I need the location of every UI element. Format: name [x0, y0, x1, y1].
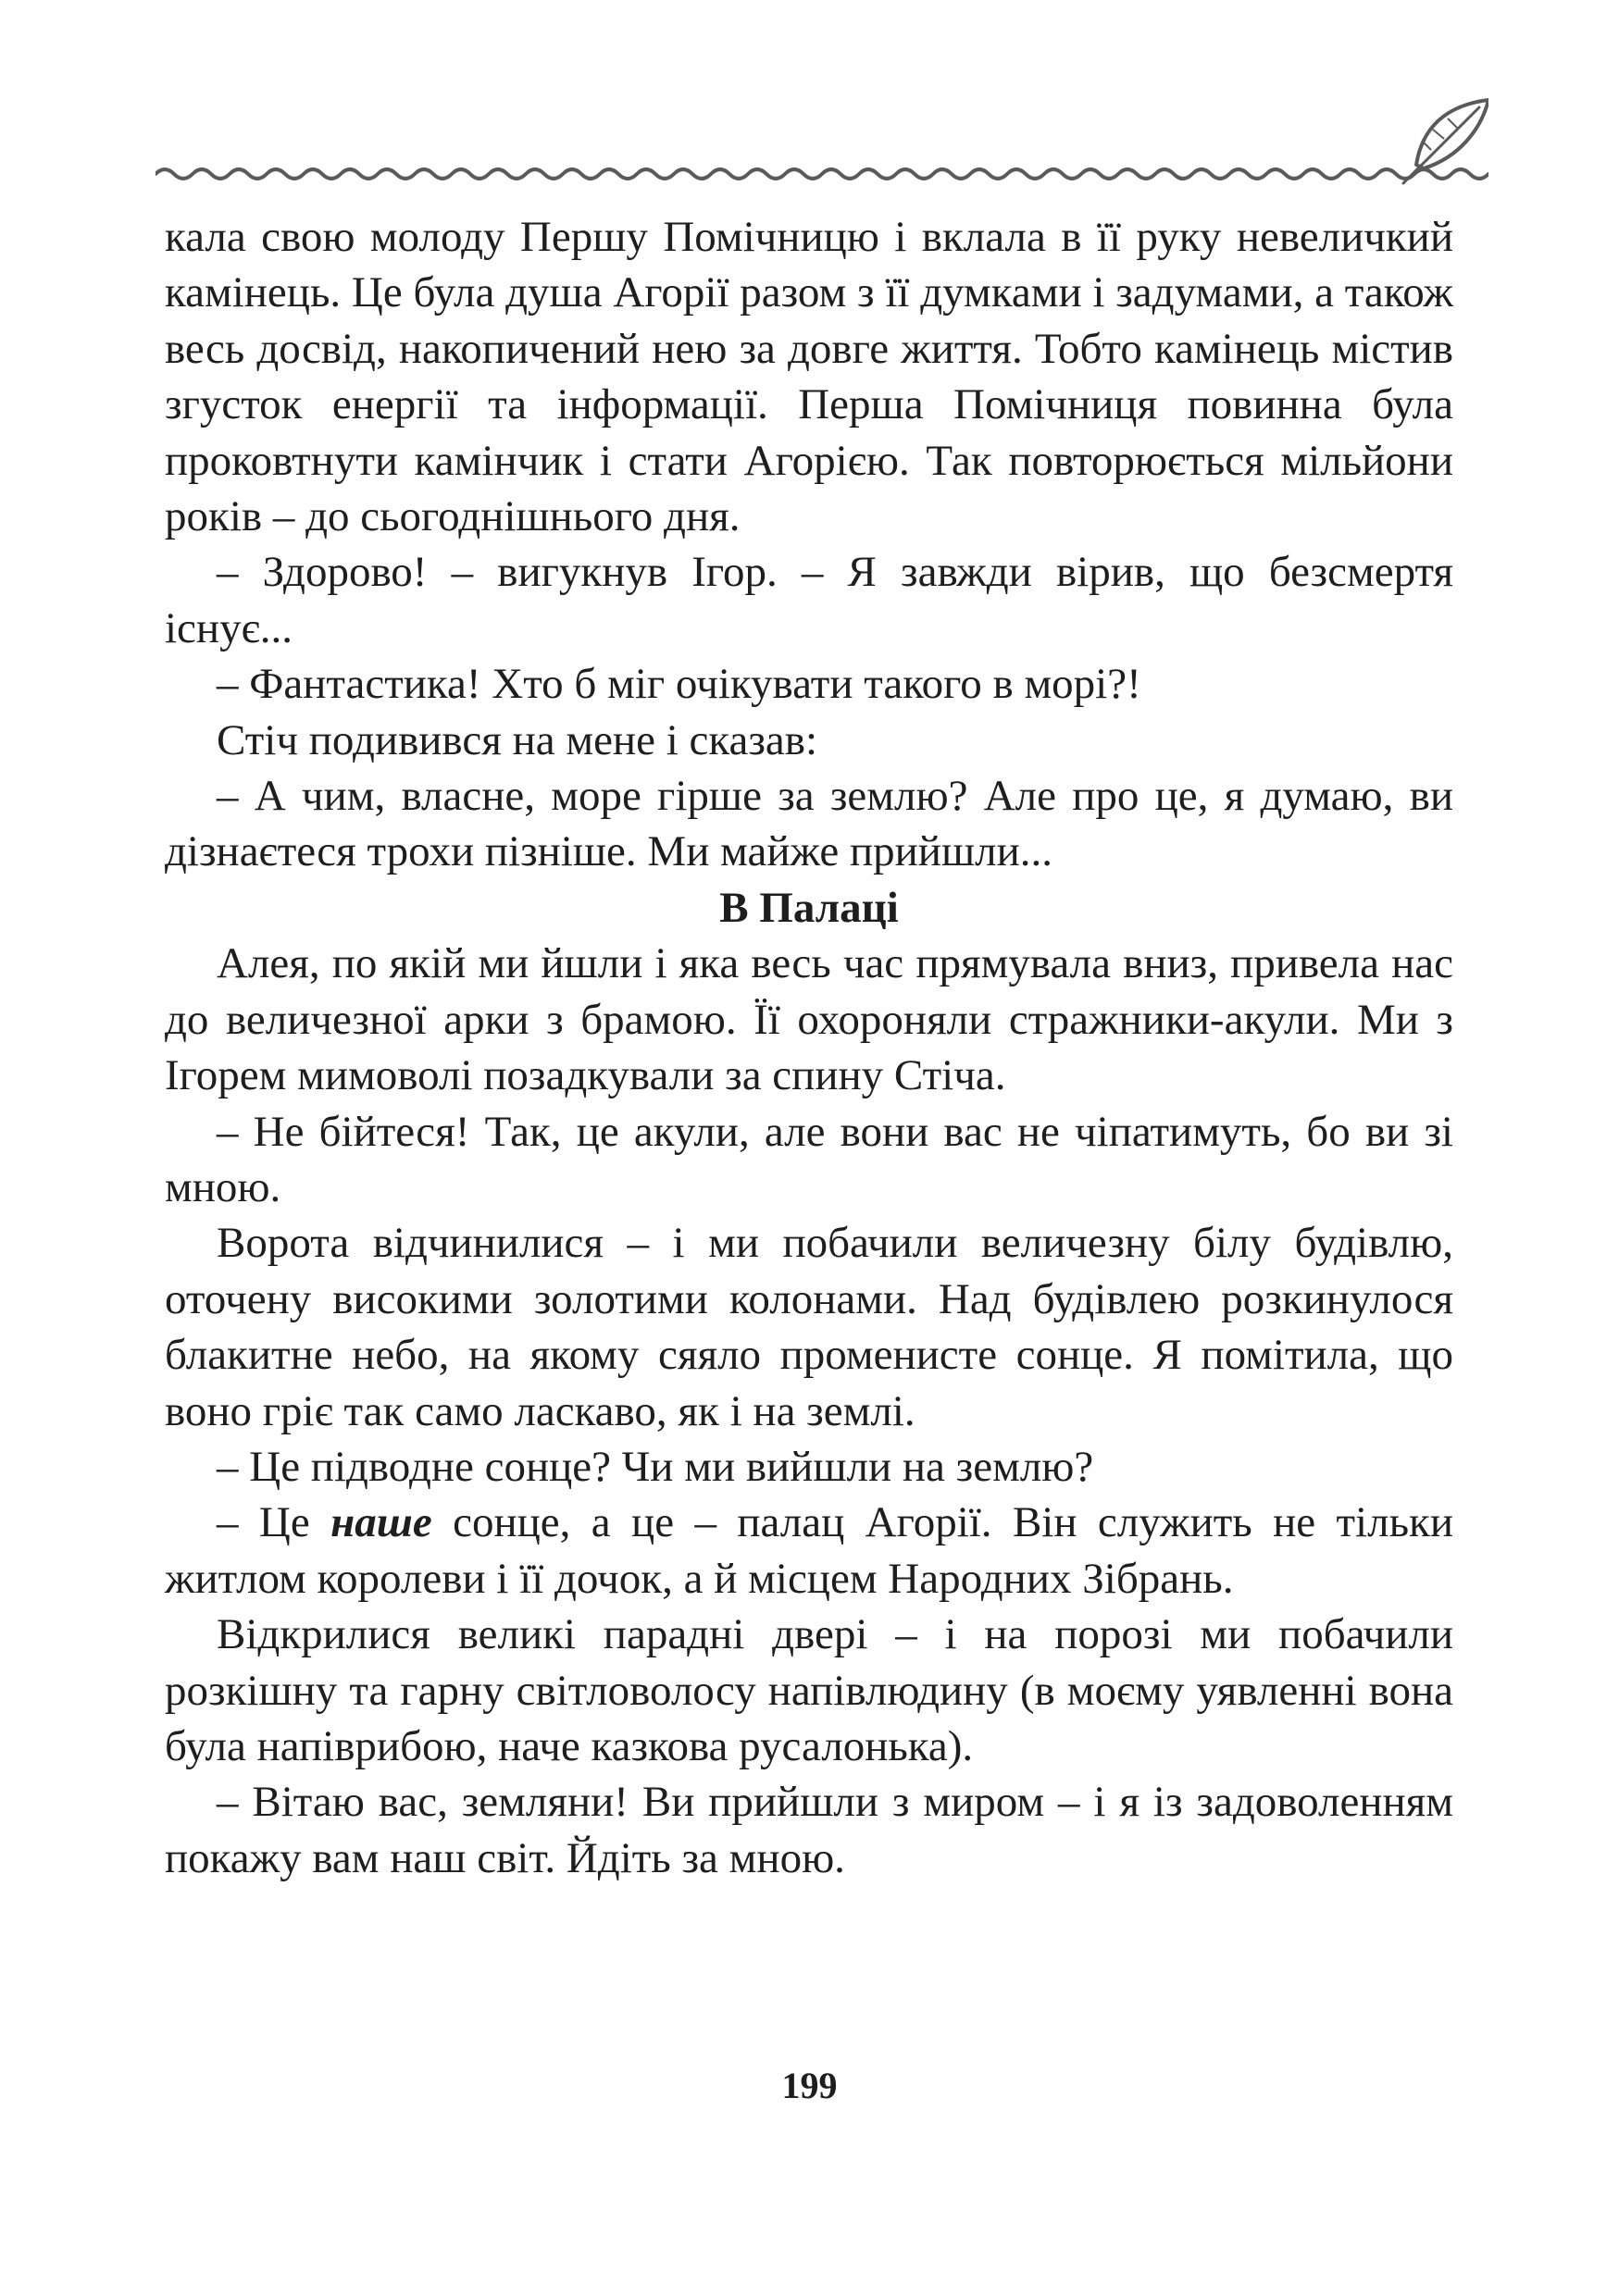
page-number: 199: [781, 2065, 838, 2106]
paragraph-with-emphasis: [165, 1495, 1453, 1607]
wavy-line-quill-icon: [156, 93, 1488, 194]
paragraph: кала свою молоду Першу Помічницю і вклала в її руку невеличкий камінець. Це була душа Агорії разом з її думками і задумами, а також весь досвід, накопичений нею за довге життя. Тобто камінець містив згусток енергії та інформації. Перша Помічниця повинна була проковтнути камінчик і стати Агорією. Так повторюється мільйони років – до сьогоднішнього дня.: [165, 213, 1453, 541]
paragraph: Стіч подивився на мене і сказав:: [217, 715, 818, 764]
wavy-line: [156, 169, 1488, 179]
paragraph-text-after: сонце, а це – палац Агорії. Він служить не тільки житлом королеви і її дочок, а й місцем Народних Зібрань.: [165, 1498, 1453, 1603]
quill-icon: [1403, 100, 1488, 183]
paragraph: – Вітаю вас, земляни! Ви прийшли з миром – і я із задоволенням покажу вам наш світ. Йдіть за мною.: [165, 1778, 1453, 1882]
paragraph: – Фантастика! Хто б міг очікувати такого в морі?!: [217, 660, 1141, 709]
paragraph: Алея, по якій ми йшли і яка весь час прямувала вниз, привела нас до величезної арки з брамою. Її охороняли стражники-акули. Ми з Ігорем мимоволі позадкували за спину Стіча.: [165, 939, 1453, 1100]
body-text: [165, 209, 1453, 1886]
paragraph: – Це підводне сонце? Чи ми вийшли на землю?: [217, 1442, 1094, 1491]
emphasized-word: наше: [330, 1498, 432, 1547]
paragraph-text-before: – Це: [217, 1498, 331, 1547]
paragraph: Ворота відчинилися – і ми побачили величезну білу будівлю, оточену високими золотими колонами. Над будівлею розкинулося блакитне небо, на якому сяяло променисте сонце. Я помітила, що воно гріє так само ласкаво, як і на землі.: [165, 1219, 1453, 1435]
paragraph: – Не бійтеся! Так, це акули, але вони вас не чіпатимуть, бо ви зі мною.: [165, 1107, 1453, 1211]
section-heading: В Палаці: [719, 883, 899, 932]
paragraph: – Здорово! – вигукнув Ігор. – Я завжди вірив, що безсмертя існує...: [165, 548, 1453, 652]
paragraph: – А чим, власне, море гірше за землю? Але про це, я думаю, ви дізнаєтеся трохи пізніше. Ми майже прийшли...: [165, 772, 1453, 876]
paragraph: Відкрилися великі парадні двері – і на порозі ми побачили розкішну та гарну світловолосу напівлюдину (в моєму уявленні вона була напіврибою, наче казкова русалонька).: [165, 1610, 1453, 1770]
